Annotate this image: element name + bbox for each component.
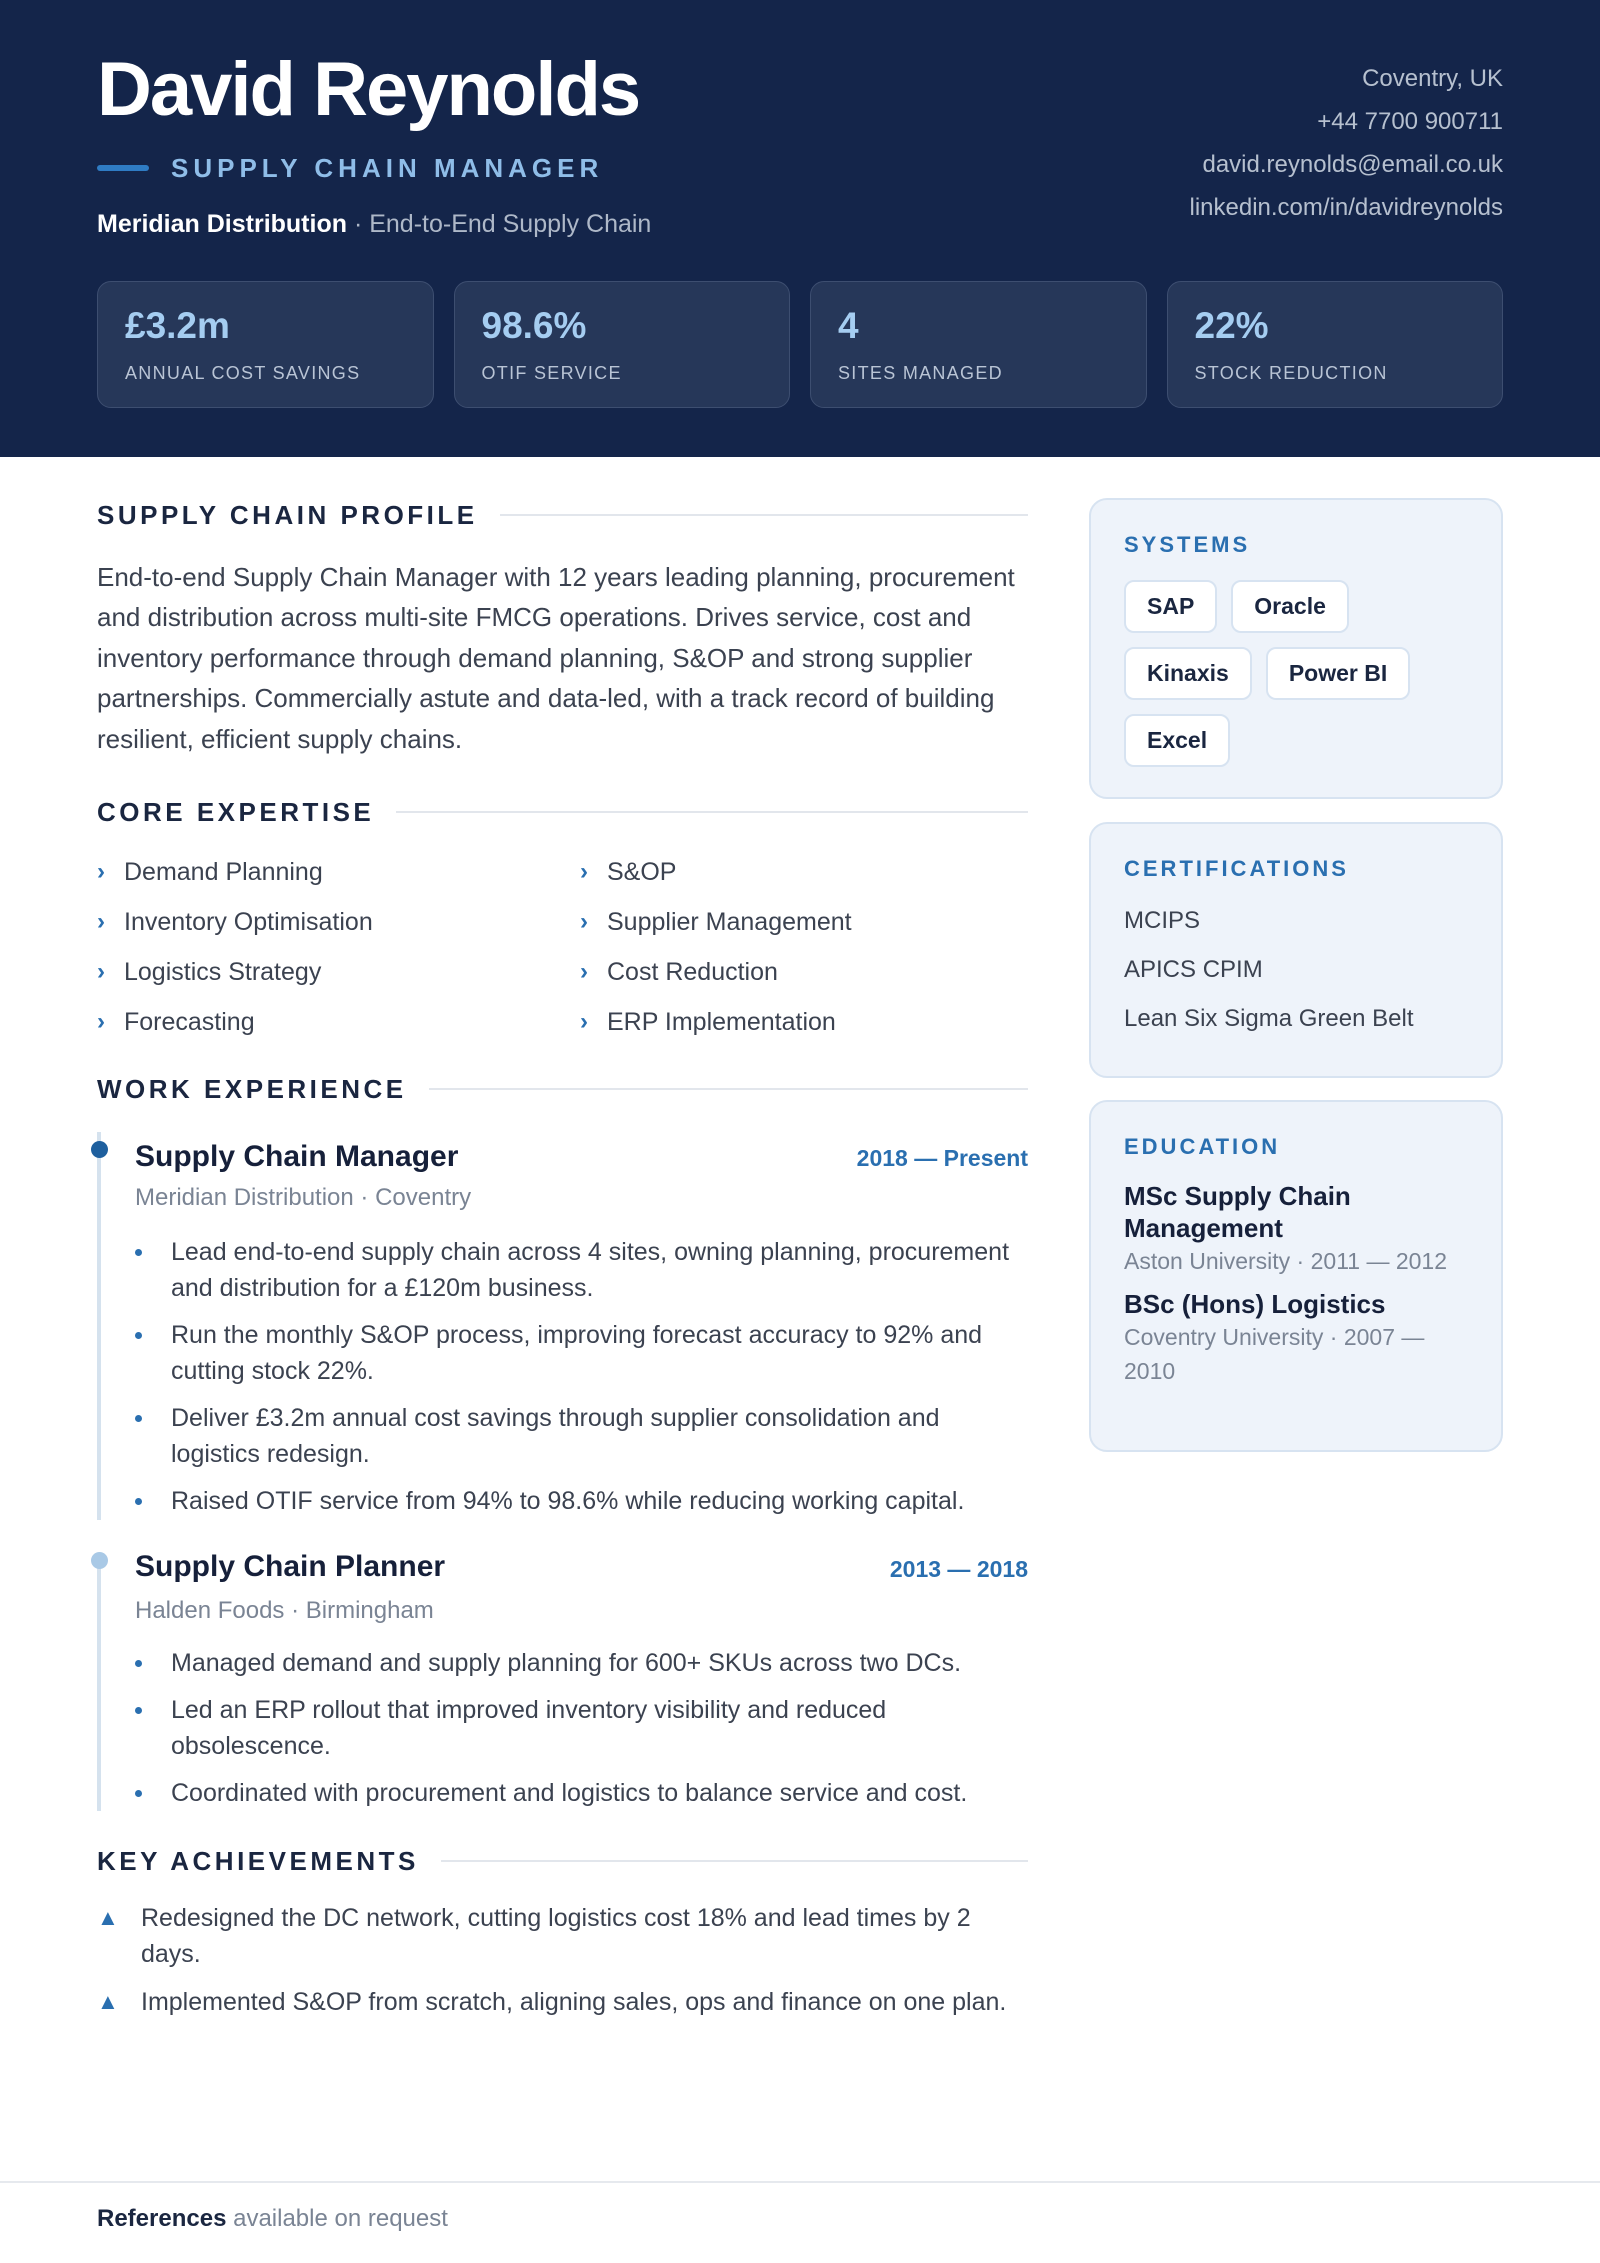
- experience-section-heading: [97, 1069, 1028, 1109]
- achievement-text: Implemented S&OP from scratch, aligning sales, ops and finance on one plan.: [141, 1988, 1007, 2016]
- certification-item: APICS CPIM: [1124, 956, 1263, 983]
- section-divider: [441, 1860, 1028, 1862]
- expertise-label: Logistics Strategy: [124, 958, 322, 986]
- education-school: Aston University · 2011 — 2012: [1124, 1248, 1448, 1274]
- card-title: EDUCATION: [1124, 1134, 1281, 1159]
- timeline-dot: [91, 1141, 108, 1158]
- bullet-text: Coordinated with procurement and logistics to balance service and cost.: [171, 1779, 968, 1807]
- chevron-right-icon: ›: [580, 958, 588, 985]
- system-tag: Excel: [1124, 714, 1230, 767]
- expertise-label: Demand Planning: [124, 858, 323, 886]
- stat-value: 98.6%: [481, 305, 587, 346]
- bullet-dot-icon: [135, 1415, 142, 1422]
- expertise-label: S&OP: [607, 858, 677, 886]
- certifications-list: [1124, 906, 1468, 1053]
- job-dates: 2018 — Present: [856, 1145, 1028, 1171]
- expertise-section-heading: [97, 792, 1028, 832]
- stat-value: 22%: [1194, 305, 1269, 346]
- section-title: SUPPLY CHAIN PROFILE: [97, 499, 478, 530]
- education-entry: [1124, 1180, 1468, 1278]
- references-text: available on request: [226, 2205, 448, 2232]
- expertise-item: [97, 1002, 580, 1052]
- card-title: SYSTEMS: [1124, 532, 1251, 557]
- chevron-right-icon: ›: [97, 858, 105, 885]
- stat-label: OTIF SERVICE: [481, 363, 622, 383]
- job-bullet: [135, 1645, 1035, 1681]
- bullet-text: Led an ERP rollout that improved inventory visibility and reduced obsolescence.: [171, 1696, 887, 1760]
- references-label: References: [97, 2205, 227, 2232]
- contact-phone[interactable]: +44 7700 900711: [1317, 108, 1503, 135]
- job-company: Halden Foods · Birmingham: [135, 1597, 434, 1624]
- job-bullet: [135, 1775, 1035, 1811]
- expertise-item: [580, 902, 1032, 952]
- candidate-role: SUPPLY CHAIN MANAGER: [171, 153, 604, 183]
- job-title: Supply Chain Manager: [135, 1140, 459, 1173]
- chevron-right-icon: ›: [97, 908, 105, 935]
- triangle-up-icon: ▲: [97, 1905, 119, 1930]
- bullet-text: Deliver £3.2m annual cost savings through supplier consolidation and logistics redesign.: [171, 1404, 940, 1468]
- expertise-grid: [97, 852, 1032, 1052]
- education-school: Coventry University · 2007 — 2010: [1124, 1324, 1425, 1384]
- achievement-text: Redesigned the DC network, cutting logistics cost 18% and lead times by 2 days.: [141, 1904, 971, 1968]
- achievement-item: [97, 1984, 1037, 2020]
- systems-tags: [1124, 580, 1454, 767]
- expertise-item: [97, 852, 580, 902]
- profile-summary: End-to-end Supply Chain Manager with 12 years leading planning, procurement and distribution across multi-site FMCG operations. Drives service, cost and inventory performance through demand planning, S&OP and strong supplier partnerships. Commercially astute and data-led, with a track record of building resilient, efficient supply chains.: [97, 562, 1015, 754]
- job-bullet: [135, 1234, 1035, 1306]
- references-note: [97, 2204, 448, 2234]
- achievements-list: [97, 1900, 1037, 2032]
- contact-location: Coventry, UK: [1362, 65, 1503, 92]
- expertise-item: [97, 952, 580, 1002]
- current-company: Meridian Distribution: [97, 210, 347, 238]
- job-title: Supply Chain Planner: [135, 1550, 446, 1583]
- bullet-dot-icon: [135, 1790, 142, 1797]
- stat-value: £3.2m: [125, 305, 230, 346]
- job-company: Meridian Distribution · Coventry: [135, 1184, 472, 1211]
- section-divider: [500, 514, 1028, 516]
- chevron-right-icon: ›: [97, 958, 105, 985]
- job-bullets: [135, 1234, 1035, 1530]
- section-divider: [396, 811, 1028, 813]
- certifications-card: [1089, 822, 1503, 1078]
- system-tag: SAP: [1124, 580, 1217, 633]
- system-tag: Power BI: [1266, 647, 1410, 700]
- expertise-label: Cost Reduction: [607, 958, 778, 986]
- bullet-text: Lead end-to-end supply chain across 4 sites, owning planning, procurement and distribution for a £120m business.: [171, 1238, 1010, 1302]
- stat-card: [97, 281, 434, 408]
- certification-item: Lean Six Sigma Green Belt: [1124, 1005, 1414, 1032]
- bullet-text: Run the monthly S&OP process, improving forecast accuracy to 92% and cutting stock 22%.: [171, 1321, 983, 1385]
- job-bullets: [135, 1645, 1035, 1822]
- job-bullet: [135, 1317, 1035, 1389]
- chevron-right-icon: ›: [580, 1008, 588, 1035]
- expertise-item: [580, 952, 1032, 1002]
- bullet-dot-icon: [135, 1498, 142, 1505]
- system-tag: Oracle: [1231, 580, 1349, 633]
- stat-card: [454, 281, 791, 408]
- job-bullet: [135, 1400, 1035, 1472]
- bullet-dot-icon: [135, 1332, 142, 1339]
- education-degree: MSc Supply Chain Management: [1124, 1181, 1351, 1243]
- resume-header: [0, 0, 1600, 457]
- system-tag: Kinaxis: [1124, 647, 1252, 700]
- card-title: CERTIFICATIONS: [1124, 856, 1349, 881]
- stat-label: ANNUAL COST SAVINGS: [125, 363, 361, 383]
- expertise-item: [580, 852, 1032, 902]
- bullet-text: Managed demand and supply planning for 600+ SKUs across two DCs.: [171, 1649, 962, 1677]
- expertise-label: ERP Implementation: [607, 1008, 836, 1036]
- education-card: [1089, 1100, 1503, 1452]
- stat-label: STOCK REDUCTION: [1194, 363, 1388, 383]
- achievement-item: [97, 1900, 1037, 1972]
- section-title: WORK EXPERIENCE: [97, 1073, 407, 1104]
- contact-email[interactable]: david.reynolds@email.co.uk: [1202, 151, 1503, 178]
- contact-linkedin[interactable]: linkedin.com/in/davidreynolds: [1189, 194, 1503, 221]
- stat-value: 4: [838, 305, 859, 346]
- expertise-label: Inventory Optimisation: [124, 908, 373, 936]
- job-bullet: [135, 1692, 1035, 1764]
- stat-label: SITES MANAGED: [838, 363, 1003, 383]
- footer-divider: [0, 2181, 1600, 2183]
- section-title: KEY ACHIEVEMENTS: [97, 1845, 419, 1876]
- stats-row: [97, 281, 1503, 408]
- chevron-right-icon: ›: [97, 1008, 105, 1035]
- job-dates: 2013 — 2018: [889, 1556, 1028, 1582]
- bullet-dot-icon: [135, 1660, 142, 1667]
- certification-item: MCIPS: [1124, 907, 1201, 934]
- bullet-text: Raised OTIF service from 94% to 98.6% while reducing working capital.: [171, 1487, 965, 1515]
- bullet-dot-icon: [135, 1707, 142, 1714]
- chevron-right-icon: ›: [580, 908, 588, 935]
- profile-section-heading: [97, 495, 1028, 535]
- contact-block: [1190, 64, 1504, 236]
- expertise-item: [97, 902, 580, 952]
- company-tagline: · End-to-End Supply Chain: [347, 210, 652, 238]
- role-accent-bar: [97, 165, 149, 171]
- bullet-dot-icon: [135, 1249, 142, 1256]
- education-degree: BSc (Hons) Logistics: [1124, 1289, 1386, 1319]
- expertise-label: Supplier Management: [607, 908, 852, 936]
- section-divider: [429, 1088, 1028, 1090]
- timeline-line: [97, 1553, 101, 1811]
- section-title: CORE EXPERTISE: [97, 796, 375, 827]
- expertise-item: [580, 1002, 1032, 1052]
- current-company-line: [97, 209, 651, 239]
- stat-card: [810, 281, 1147, 408]
- timeline-line: [97, 1132, 101, 1520]
- chevron-right-icon: ›: [580, 858, 588, 885]
- candidate-name: David Reynolds: [97, 47, 640, 132]
- systems-card: [1089, 498, 1503, 799]
- job-bullet: [135, 1483, 1035, 1519]
- expertise-label: Forecasting: [124, 1008, 255, 1036]
- stat-card: [1167, 281, 1504, 408]
- timeline-dot: [91, 1552, 108, 1569]
- education-entry: [1124, 1288, 1468, 1388]
- triangle-up-icon: ▲: [97, 1989, 119, 2014]
- achievements-section-heading: [97, 1841, 1028, 1881]
